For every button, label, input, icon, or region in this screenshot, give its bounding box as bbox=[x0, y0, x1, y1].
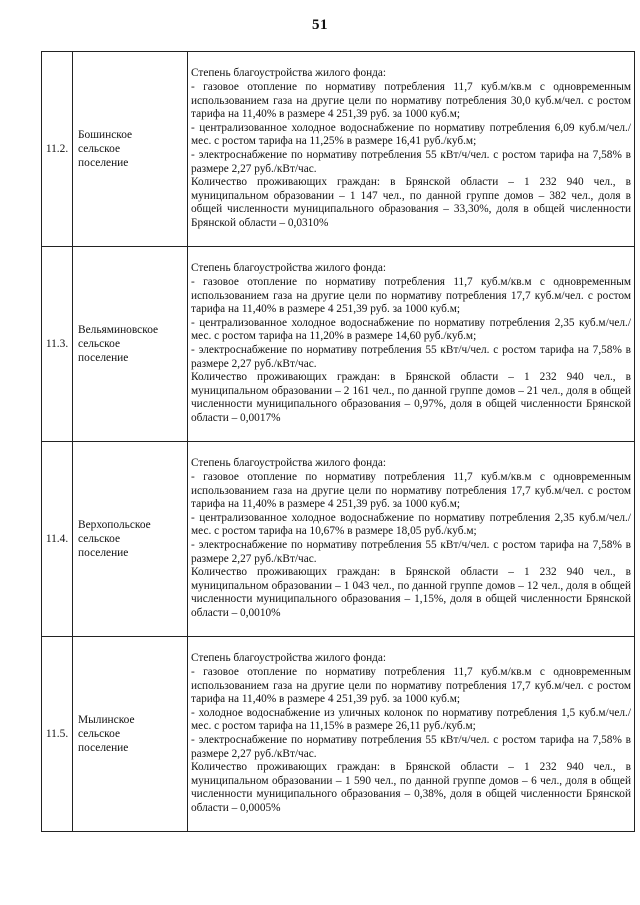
gas-heating-text: - газовое отопление по нормативу потребления 11,7 куб.м/кв.м с одновременным использованием газа на другие цели по нормативу потребления 17,7 куб.м/чел. с ростом тарифа на 11,40% в размере 4 251,39 руб. за 1000 куб.м; bbox=[191, 471, 631, 511]
population-text: Количество проживающих граждан: в Брянской области – 1 232 940 чел., в муниципальном образовании – 1 043 чел., по данной группе домов – 12 чел., доля в общей численности муниципального образования – 1,15%, доля в общей численности Брянской области – 0,0010% bbox=[191, 566, 631, 619]
water-supply-text: - централизованное холодное водоснабжение по нормативу потребления 6,09 куб.м/чел./мес. с ростом тарифа на 11,25% в размере 16,41 руб./куб.м; bbox=[191, 121, 631, 148]
settlement-name-line: поселение bbox=[78, 742, 129, 754]
page-number: 51 bbox=[312, 17, 328, 33]
description-heading: Степень благоустройства жилого фонда: bbox=[191, 652, 387, 665]
population-text: Количество проживающих граждан: в Брянской области – 1 232 940 чел., в муниципальном образовании – 1 147 чел., по данной группе домов – 382 чел., доля в общей численности муниципального образования – 33,30%, доля в общей численности Брянской области – 0,0310% bbox=[191, 176, 631, 229]
row-number: 11.2. bbox=[42, 52, 73, 247]
electricity-text: - электроснабжение по нормативу потребления 55 кВт/ч/чел. с ростом тарифа на 7,58% в размере 2,27 руб./кВт/час. bbox=[191, 149, 631, 175]
housing-description bbox=[188, 637, 635, 832]
housing-description bbox=[188, 52, 635, 247]
description-heading: Степень благоустройства жилого фонда: bbox=[191, 262, 387, 275]
settlement-name-line: поселение bbox=[78, 157, 129, 169]
settlement-name bbox=[73, 637, 188, 832]
settlement-name bbox=[73, 442, 188, 637]
row-number: 11.4. bbox=[42, 442, 73, 637]
settlement-name-line: сельское bbox=[78, 728, 121, 740]
settlement-name bbox=[73, 247, 188, 442]
water-supply-text: - холодное водоснабжение из уличных колонок по нормативу потребления 1,5 куб.м/чел./мес. с ростом тарифа на 11,15% в размере 26,11 руб./куб.м; bbox=[191, 706, 631, 733]
electricity-text: - электроснабжение по нормативу потребления 55 кВт/ч/чел. с ростом тарифа на 7,58% в размере 2,27 руб./кВт/час. bbox=[191, 344, 631, 370]
housing-description bbox=[188, 442, 635, 637]
water-supply-text: - централизованное холодное водоснабжение по нормативу потребления 2,35 куб.м/чел./мес. с ростом тарифа на 11,20% в размере 14,60 руб./куб.м; bbox=[191, 316, 631, 343]
settlement-name-line: сельское bbox=[78, 338, 121, 350]
table-row bbox=[42, 442, 635, 637]
gas-heating-text: - газовое отопление по нормативу потребления 11,7 куб.м/кв.м с одновременным использованием газа на другие цели по нормативу потребления 17,7 куб.м/чел. с ростом тарифа на 11,40% в размере 4 251,39 руб. за 1000 куб.м; bbox=[191, 666, 631, 706]
gas-heating-text: - газовое отопление по нормативу потребления 11,7 куб.м/кв.м с одновременным использованием газа на другие цели по нормативу потребления 17,7 куб.м/чел. с ростом тарифа на 11,40% в размере 4 251,39 руб. за 1000 куб.м; bbox=[191, 276, 631, 316]
description-heading: Степень благоустройства жилого фонда: bbox=[191, 457, 387, 470]
settlement-name-line: сельское bbox=[78, 143, 121, 155]
settlement-name-line: Мылинское bbox=[78, 714, 135, 726]
settlement-name-line: поселение bbox=[78, 352, 129, 364]
electricity-text: - электроснабжение по нормативу потребления 55 кВт/ч/чел. с ростом тарифа на 7,58% в размере 2,27 руб./кВт/час. bbox=[191, 539, 631, 565]
housing-description bbox=[188, 247, 635, 442]
settlement-name-line: Вельяминовское bbox=[78, 324, 159, 336]
population-text: Количество проживающих граждан: в Брянской области – 1 232 940 чел., в муниципальном образовании – 2 161 чел., по данной группе домов – 21 чел., доля в общей численности муниципального образования – 0,97%, доля в общей численности Брянской области – 0,0017% bbox=[191, 371, 631, 424]
settlement-name-line: сельское bbox=[78, 533, 121, 545]
water-supply-text: - централизованное холодное водоснабжение по нормативу потребления 2,35 куб.м/чел./мес. с ростом тарифа на 10,67% в размере 18,05 руб./куб.м; bbox=[191, 511, 631, 538]
tariff-table bbox=[41, 51, 635, 832]
population-text: Количество проживающих граждан: в Брянской области – 1 232 940 чел., в муниципальном образовании – 1 590 чел., по данной группе домов – 6 чел., доля в общей численности муниципального образования – 0,38%, доля в общей численности Брянской области – 0,0005% bbox=[191, 761, 631, 814]
settlement-name-line: поселение bbox=[78, 547, 129, 559]
row-number: 11.5. bbox=[42, 637, 73, 832]
description-heading: Степень благоустройства жилого фонда: bbox=[191, 67, 387, 80]
gas-heating-text: - газовое отопление по нормативу потребления 11,7 куб.м/кв.м с одновременным использованием газа на другие цели по нормативу потребления 30,0 куб.м/чел. с ростом тарифа на 11,40% в размере 4 251,39 руб. за 1000 куб.м; bbox=[191, 81, 631, 121]
table-row bbox=[42, 247, 635, 442]
settlement-name-line: Бошинское bbox=[78, 129, 133, 141]
table-row bbox=[42, 637, 635, 832]
row-number: 11.3. bbox=[42, 247, 73, 442]
settlement-name bbox=[73, 52, 188, 247]
table-row bbox=[42, 52, 635, 247]
electricity-text: - электроснабжение по нормативу потребления 55 кВт/ч/чел. с ростом тарифа на 7,58% в размере 2,27 руб./кВт/час. bbox=[191, 734, 631, 760]
settlement-name-line: Верхопольское bbox=[78, 519, 151, 531]
